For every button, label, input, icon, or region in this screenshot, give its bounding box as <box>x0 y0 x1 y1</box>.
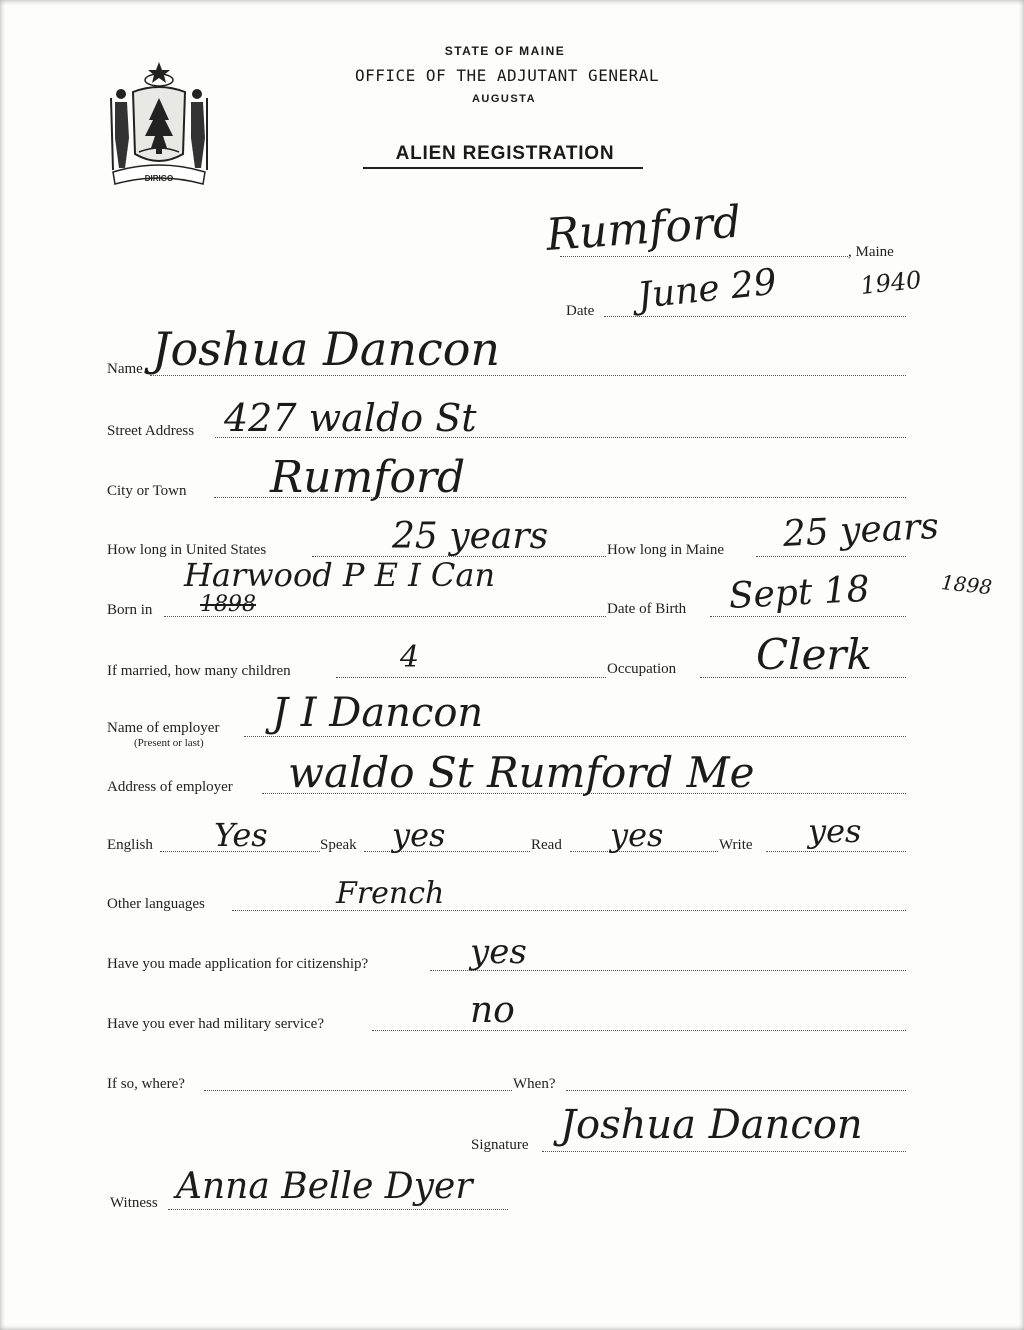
form-title: ALIEN REGISTRATION <box>395 143 615 164</box>
header-city: AUGUSTA <box>471 93 537 105</box>
read-value: yes <box>610 816 664 854</box>
children-label: If married, how many children <box>107 663 291 679</box>
location-suffix: , Maine <box>848 244 894 260</box>
employer-address-value: waldo St Rumford Me <box>288 748 755 797</box>
header-office: OFFICE OF THE ADJUTANT GENERAL <box>355 66 659 85</box>
employer-label: Name of employer <box>107 720 220 736</box>
employer-line <box>244 736 906 737</box>
witness-label: Witness <box>110 1195 158 1211</box>
read-label: Read <box>531 837 562 853</box>
speak-line <box>364 851 530 852</box>
military-line <box>372 1030 906 1031</box>
dob-year: 1898 <box>940 570 994 600</box>
date-line <box>604 316 906 317</box>
children-value: 4 <box>400 640 420 675</box>
employer-sublabel: (Present or last) <box>134 737 204 749</box>
header-state: STATE OF MAINE <box>444 44 566 58</box>
title-underline <box>363 167 643 169</box>
name-value: Joshua Dancon <box>152 322 501 376</box>
citizenship-value: yes <box>470 932 527 972</box>
signature-line <box>542 1151 906 1152</box>
citizenship-label: Have you made application for citizenship? <box>107 956 369 972</box>
seal-motto: DIRIGO <box>144 174 174 183</box>
write-value: yes <box>808 812 862 850</box>
occupation-label: Occupation <box>607 661 677 677</box>
dob-label: Date of Birth <box>607 601 687 617</box>
born-label: Born in <box>107 602 153 618</box>
english-value: Yes <box>214 816 268 854</box>
maine-value: 25 years <box>781 505 940 555</box>
city-value: Rumford <box>270 452 466 503</box>
other-languages-value: French <box>336 876 445 911</box>
born-value: Harwood P E I Can <box>184 556 496 594</box>
signature-label: Signature <box>471 1137 529 1153</box>
where-line <box>204 1090 512 1091</box>
write-label: Write <box>719 837 753 853</box>
us-value: 25 years <box>392 516 549 557</box>
children-line <box>336 677 606 678</box>
witness-line <box>168 1209 508 1210</box>
name-label: Name <box>107 361 143 377</box>
speak-value: yes <box>392 816 446 854</box>
maine-label: How long in Maine <box>607 542 725 558</box>
employer-value: J I Dancon <box>272 690 484 736</box>
born-struck-year: 1898 <box>200 592 256 617</box>
when-line <box>566 1090 906 1091</box>
write-line <box>766 851 906 852</box>
city-label: City or Town <box>107 483 187 499</box>
dob-value: Sept 18 <box>727 568 871 617</box>
date-year: 1940 <box>859 265 923 300</box>
date-label: Date <box>566 303 595 319</box>
us-label: How long in United States <box>107 542 267 558</box>
street-label: Street Address <box>107 423 195 439</box>
date-value: June 29 <box>635 261 779 317</box>
other-languages-label: Other languages <box>107 896 205 912</box>
street-value: 427 waldo St <box>224 396 477 440</box>
english-label: English <box>107 837 153 853</box>
maine-line <box>756 556 906 557</box>
military-label: Have you ever had military service? <box>107 1016 324 1032</box>
where-label: If so, where? <box>107 1076 185 1092</box>
speak-label: Speak <box>320 837 357 853</box>
location-value: Rumford <box>544 196 743 261</box>
signature-value: Joshua Dancon <box>560 1102 863 1148</box>
witness-value: Anna Belle Dyer <box>176 1166 473 1207</box>
employer-address-label: Address of employer <box>107 779 233 795</box>
other-languages-line <box>232 910 906 911</box>
when-label: When? <box>513 1076 556 1092</box>
military-value: no <box>470 990 515 1031</box>
occupation-value: Clerk <box>756 630 872 679</box>
